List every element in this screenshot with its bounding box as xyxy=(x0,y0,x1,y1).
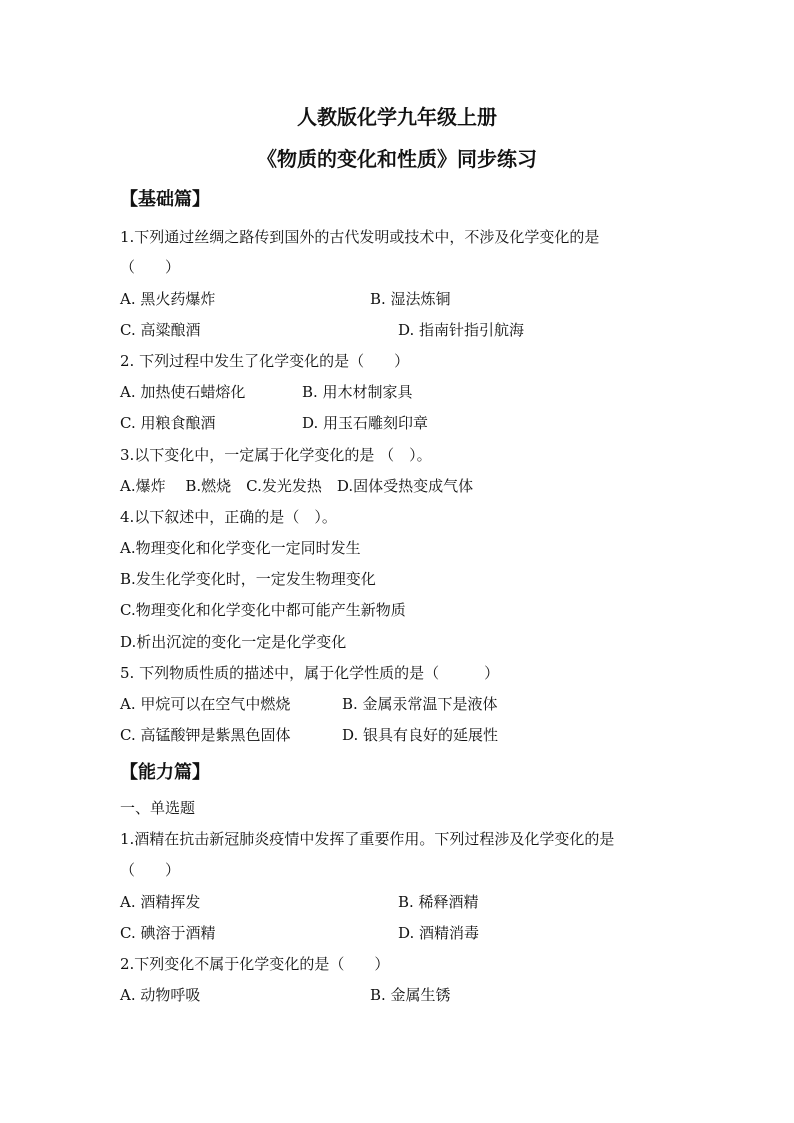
question-4-option-d: D.析出沉淀的变化一定是化学变化 xyxy=(120,633,347,651)
ability-question-1-answer-paren: （ ） xyxy=(120,861,181,879)
question-1-option-d: D. 指南针指引航海 xyxy=(398,321,525,339)
basic-section-heading: 【基础篇】 xyxy=(120,189,210,210)
question-5-option-b: B. 金属汞常温下是液体 xyxy=(342,695,498,713)
ability-question-1: 1.酒精在抗击新冠肺炎疫情中发挥了重要作用。下列过程涉及化学变化的是 xyxy=(120,830,615,848)
question-2-option-d: D. 用玉石雕刻印章 xyxy=(302,414,429,432)
ability-question-1-option-c: C. 碘溶于酒精 xyxy=(120,924,216,942)
ability-question-2: 2.下列变化不属于化学变化的是（ ） xyxy=(120,955,390,973)
question-1: 1.下列通过丝绸之路传到国外的古代发明或技术中，不涉及化学变化的是 xyxy=(120,228,600,246)
ability-question-1-option-d: D. 酒精消毒 xyxy=(398,924,480,942)
question-4-option-b: B.发生化学变化时，一定发生物理变化 xyxy=(120,570,376,588)
question-1-option-b: B. 湿法炼铜 xyxy=(370,290,451,308)
question-3-options: A.爆炸 B.燃烧 C.发光发热 D.固体受热变成气体 xyxy=(120,477,474,495)
question-2-option-b: B. 用木材制家具 xyxy=(302,383,413,401)
question-1-option-c: C. 高粱酿酒 xyxy=(120,321,201,339)
document-title: 人教版化学九年级上册 xyxy=(297,105,497,129)
question-5-option-c: C. 高锰酸钾是紫黑色固体 xyxy=(120,726,291,744)
question-2-option-a: A. 加热使石蜡熔化 xyxy=(120,383,246,401)
question-5-option-d: D. 银具有良好的延展性 xyxy=(342,726,499,744)
question-1-answer-paren: （ ） xyxy=(120,258,181,276)
question-4-option-c: C.物理变化和化学变化中都可能产生新物质 xyxy=(120,601,406,619)
ability-question-1-option-b: B. 稀释酒精 xyxy=(398,893,479,911)
question-1-option-a: A. 黑火药爆炸 xyxy=(120,290,216,308)
single-choice-heading: 一、单选题 xyxy=(120,799,196,817)
ability-question-2-option-b: B. 金属生锈 xyxy=(370,986,451,1004)
ability-question-2-option-a: A. 动物呼吸 xyxy=(120,986,201,1004)
question-4: 4.以下叙述中，正确的是（ ）。 xyxy=(120,508,337,526)
question-3: 3.以下变化中，一定属于化学变化的是 （ ）。 xyxy=(120,446,432,464)
question-2: 2. 下列过程中发生了化学变化的是（ ） xyxy=(120,352,410,370)
ability-section-heading: 【能力篇】 xyxy=(120,762,210,783)
question-5-option-a: A. 甲烷可以在空气中燃烧 xyxy=(120,695,291,713)
question-2-option-c: C. 用粮食酿酒 xyxy=(120,414,216,432)
question-5: 5. 下列物质性质的描述中，属于化学性质的是（ ） xyxy=(120,664,500,682)
ability-question-1-option-a: A. 酒精挥发 xyxy=(120,893,201,911)
document-subtitle: 《物质的变化和性质》同步练习 xyxy=(257,147,537,171)
question-4-option-a: A.物理变化和化学变化一定同时发生 xyxy=(120,539,361,557)
